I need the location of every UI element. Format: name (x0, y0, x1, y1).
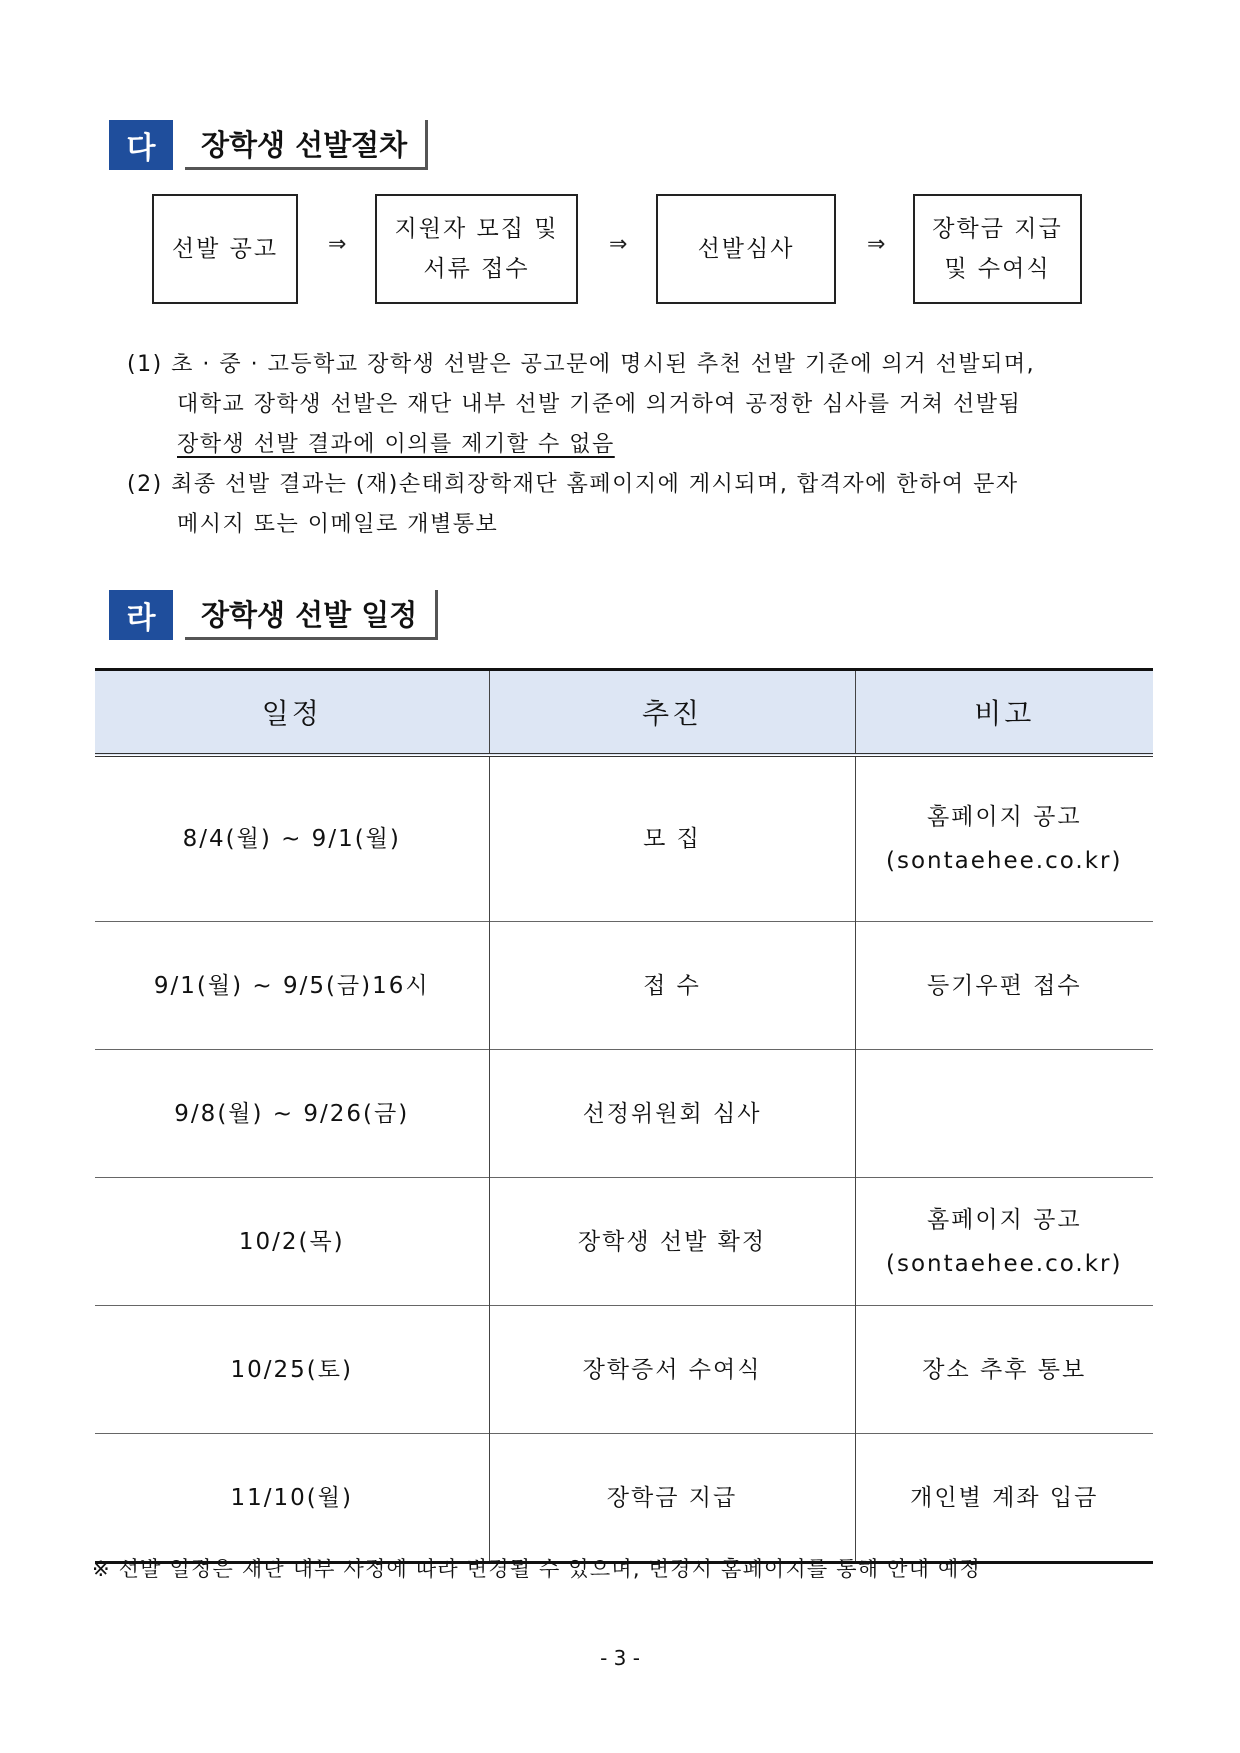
cell-date: 9/1(월) ~ 9/5(금)16시 (95, 922, 489, 1050)
flow-step-label: 선발 공고 (171, 236, 279, 262)
cell-note (855, 1050, 1153, 1178)
footnote: ※ 선발 일정은 재단 내부 사정에 따라 변경될 수 있으며, 변경시 홈페이지를 통해 안내 예정 (92, 1557, 981, 1581)
table-row (95, 1178, 1153, 1306)
paragraph-2-line-2: 메시지 또는 이메일로 개별통보 (177, 512, 499, 537)
flow-step-label: 선발심사 (697, 236, 795, 262)
flow-step-label: 및 수여식 (944, 256, 1051, 282)
section-badge: 라 (109, 590, 173, 640)
cell-task: 장학생 선발 확정 (489, 1178, 855, 1306)
cell-note (855, 1434, 1153, 1563)
flow-step-label: 지원자 모집 및 (394, 216, 559, 242)
flow-step-3 (656, 194, 836, 304)
flow-arrow: ⇒ (328, 232, 347, 257)
section-header-da (109, 120, 428, 170)
flow-step-label: 장학금 지급 (932, 216, 1063, 242)
paragraph-1-line-3: 장학생 선발 결과에 이의를 제기할 수 없음 (177, 432, 615, 457)
note-line: (sontaehee.co.kr) (886, 1250, 1123, 1277)
paragraph-2-line-1: (2) 최종 선발 결과는 (재)손태희장학재단 홈페이지에 게시되며, 합격자에 한하여 문자 (127, 472, 1019, 497)
table-row (95, 1306, 1153, 1434)
cell-task: 장학금 지급 (489, 1434, 855, 1563)
header-task: 추진 (489, 670, 855, 756)
note-line: 홈페이지 공고 (926, 1206, 1082, 1233)
section-title: 장학생 선발절차 (185, 120, 428, 170)
header-schedule: 일정 (95, 670, 489, 756)
table-row (95, 755, 1153, 922)
flow-step-2 (375, 194, 578, 304)
table-row (95, 1434, 1153, 1563)
table-row (95, 1050, 1153, 1178)
cell-task: 선정위원회 심사 (489, 1050, 855, 1178)
cell-task: 접 수 (489, 922, 855, 1050)
cell-note (855, 755, 1153, 922)
note-line: (sontaehee.co.kr) (886, 848, 1123, 874)
cell-date: 10/2(목) (95, 1178, 489, 1306)
section-header-ra (109, 590, 438, 640)
flow-step-1 (152, 194, 298, 304)
section-title: 장학생 선발 일정 (185, 590, 438, 640)
table-row (95, 922, 1153, 1050)
flow-arrow: ⇒ (867, 232, 886, 257)
flow-step-label: 서류 접수 (423, 256, 530, 282)
note-line: 개인별 계좌 입금 (910, 1484, 1099, 1511)
section-badge: 다 (109, 120, 173, 170)
schedule-table (95, 668, 1153, 1564)
header-note: 비고 (855, 670, 1153, 756)
cell-date: 8/4(월) ~ 9/1(월) (182, 826, 401, 852)
cell-date: 9/8(월) ~ 9/26(금) (95, 1050, 489, 1178)
flow-arrow: ⇒ (609, 232, 628, 257)
page-number: - 3 - (600, 1646, 640, 1670)
cell-note (855, 922, 1153, 1050)
note-line: 장소 추후 통보 (922, 1356, 1087, 1383)
cell-task: 장학증서 수여식 (489, 1306, 855, 1434)
cell-note (855, 1178, 1153, 1306)
paragraph-1-line-1: (1) 초 · 중 · 고등학교 장학생 선발은 공고문에 명시된 추천 선발 기준에 의거 선발되며, (127, 352, 1036, 377)
paragraph-1-line-2: 대학교 장학생 선발은 재단 내부 선발 기준에 의거하여 공정한 심사를 거쳐 선발됨 (177, 392, 1022, 417)
cell-note (855, 1306, 1153, 1434)
cell-date: 10/25(토) (95, 1306, 489, 1434)
table-header-row (95, 670, 1153, 756)
flow-step-4 (913, 194, 1082, 304)
note-line: 등기우편 접수 (926, 972, 1082, 999)
cell-task: 모 집 (489, 755, 855, 922)
note-line: 홈페이지 공고 (926, 804, 1082, 830)
cell-date: 11/10(월) (95, 1434, 489, 1563)
